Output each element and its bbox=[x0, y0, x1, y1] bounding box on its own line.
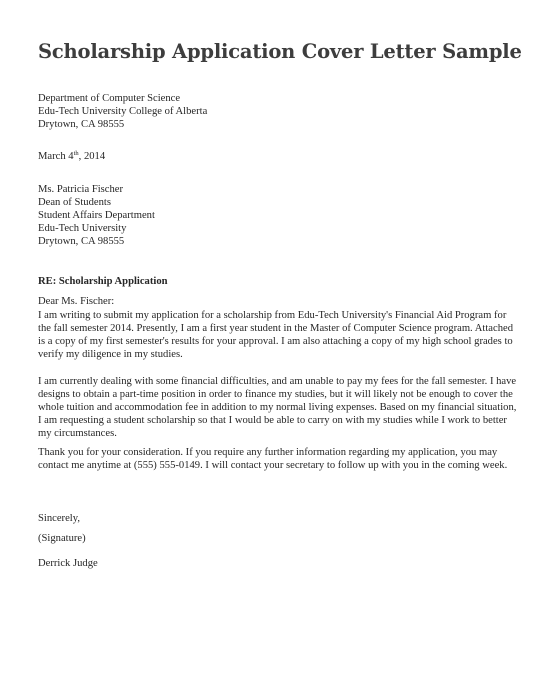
closing: Sincerely, bbox=[38, 513, 80, 524]
body-paragraph-2: I am currently dealing with some financial difficulties, and am unable to pay my fees for the fall semester. I have designs to obtain a part-time position in order to finance my studies, but it will likely not be enough to cover the whole tuition and accommodation fee in addition to my normal living expenses. Based on my financial situation, I am requesting a student scholarship so that I would be able to carry on with my studies while I work to better my circumstances. bbox=[38, 376, 517, 439]
salutation: Dear Ms. Fischer: bbox=[38, 296, 115, 307]
recipient-title: Dean of Students bbox=[38, 197, 111, 208]
recipient-department: Student Affairs Department bbox=[38, 210, 155, 221]
body-paragraph-1: I am writing to submit my application for a scholarship from Edu-Tech University's Financial Aid Program for the fall semester 2014. Presently, I am a first year student in the Master of Computer Science program. Attached is a copy of my first semester's results for your approval. I am also attaching a copy of my high school grades to verify my diligence in my studies. bbox=[38, 310, 514, 360]
recipient-address bbox=[38, 183, 155, 248]
date-suffix: th bbox=[73, 150, 79, 157]
recipient-name: Ms. Patricia Fischer bbox=[38, 184, 124, 195]
sender-city: Drytown, CA 98555 bbox=[38, 119, 125, 130]
signer-name: Derrick Judge bbox=[38, 558, 98, 569]
body-paragraph-3: Thank you for your consideration. If you require any further information regarding my application, you may contact me anytime at (555) 555-0149. I will contact your secretary to follow up with you in the coming week. bbox=[38, 447, 508, 471]
date-year: , 2014 bbox=[78, 151, 106, 162]
letter-date bbox=[38, 150, 105, 163]
page-title: Scholarship Application Cover Letter Sample bbox=[38, 40, 522, 63]
sender-address bbox=[38, 92, 207, 131]
sender-department: Department of Computer Science bbox=[38, 93, 181, 104]
sender-institution: Edu-Tech University College of Alberta bbox=[38, 106, 208, 117]
recipient-institution: Edu-Tech University bbox=[38, 223, 127, 234]
recipient-city: Drytown, CA 98555 bbox=[38, 236, 125, 247]
signature: (Signature) bbox=[38, 533, 86, 544]
date-month-day: March 4 bbox=[38, 151, 74, 162]
subject-line: RE: Scholarship Application bbox=[38, 276, 168, 287]
